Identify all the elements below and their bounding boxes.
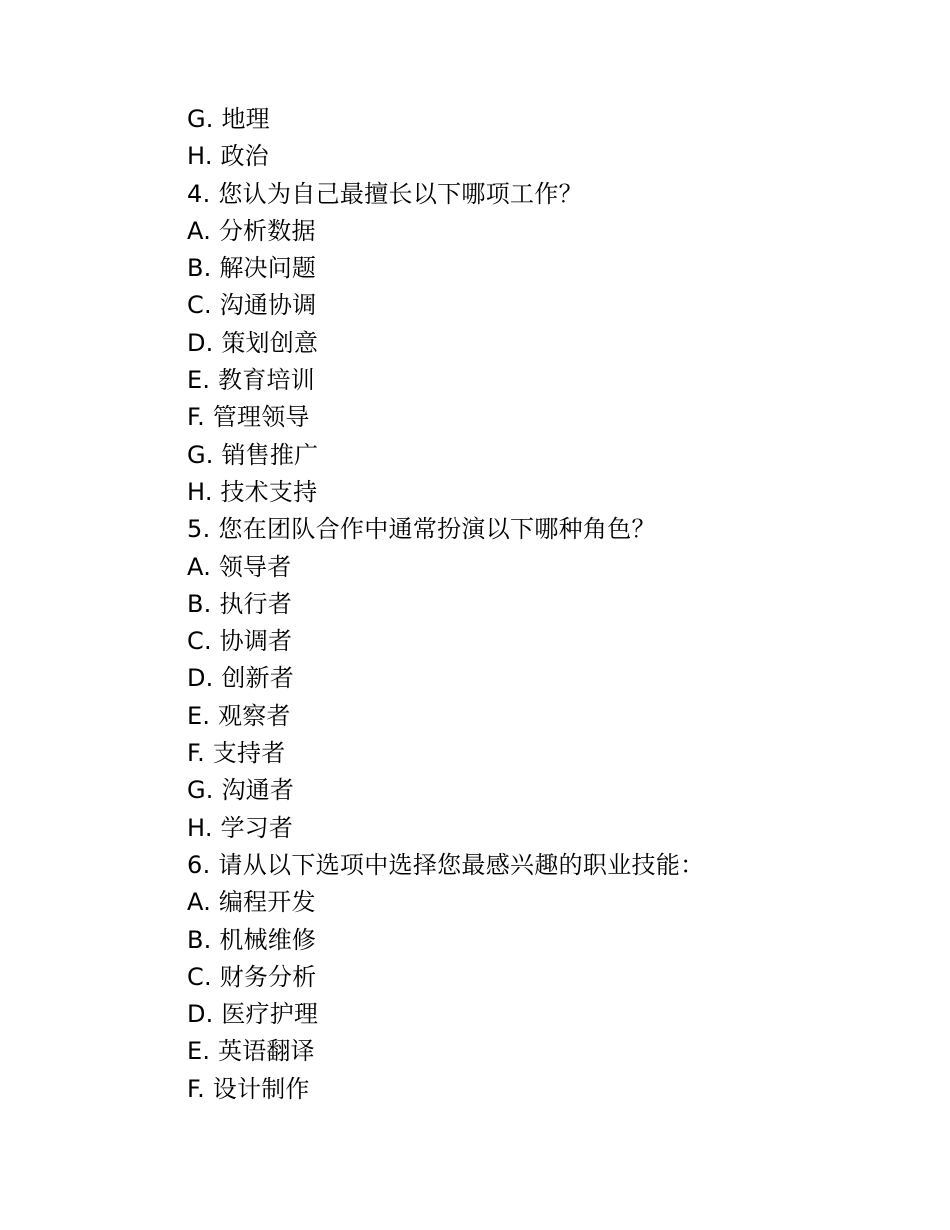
question-6: 6. 请从以下选项中选择您最感兴趣的职业技能： (187, 850, 705, 879)
option-line: H. 学习者 (187, 813, 294, 842)
option-line: G. 沟通者 (187, 776, 295, 805)
questionnaire-text (187, 101, 887, 1108)
option-line: E. 英语翻译 (187, 1037, 315, 1066)
option-line: B. 执行者 (187, 589, 292, 618)
option-line: E. 观察者 (187, 701, 291, 730)
option-line: F. 支持者 (187, 739, 286, 768)
option-line: H. 技术支持 (187, 477, 318, 506)
option-line: A. 编程开发 (187, 888, 316, 917)
question-5: 5. 您在团队合作中通常扮演以下哪种角色？ (187, 515, 656, 544)
option-line: C. 财务分析 (187, 962, 317, 991)
question-4: 4. 您认为自己最擅长以下哪项工作？ (187, 179, 583, 208)
option-line: G. 销售推广 (187, 440, 319, 469)
option-line: H. 政治 (187, 142, 269, 171)
option-line: G. 地理 (187, 105, 270, 133)
option-line: C. 协调者 (187, 627, 293, 656)
option-line: E. 教育培训 (187, 366, 315, 395)
option-line: A. 领导者 (187, 552, 292, 581)
option-line: A. 分析数据 (187, 216, 316, 245)
option-line: C. 沟通协调 (187, 291, 317, 320)
option-line: B. 解决问题 (187, 254, 317, 283)
option-line: B. 机械维修 (187, 925, 317, 954)
option-line: D. 策划创意 (187, 328, 319, 357)
option-line: D. 医疗护理 (187, 1000, 319, 1029)
option-line: F. 管理领导 (187, 403, 310, 432)
option-line: D. 创新者 (187, 664, 294, 693)
option-line: F. 设计制作 (187, 1074, 310, 1103)
